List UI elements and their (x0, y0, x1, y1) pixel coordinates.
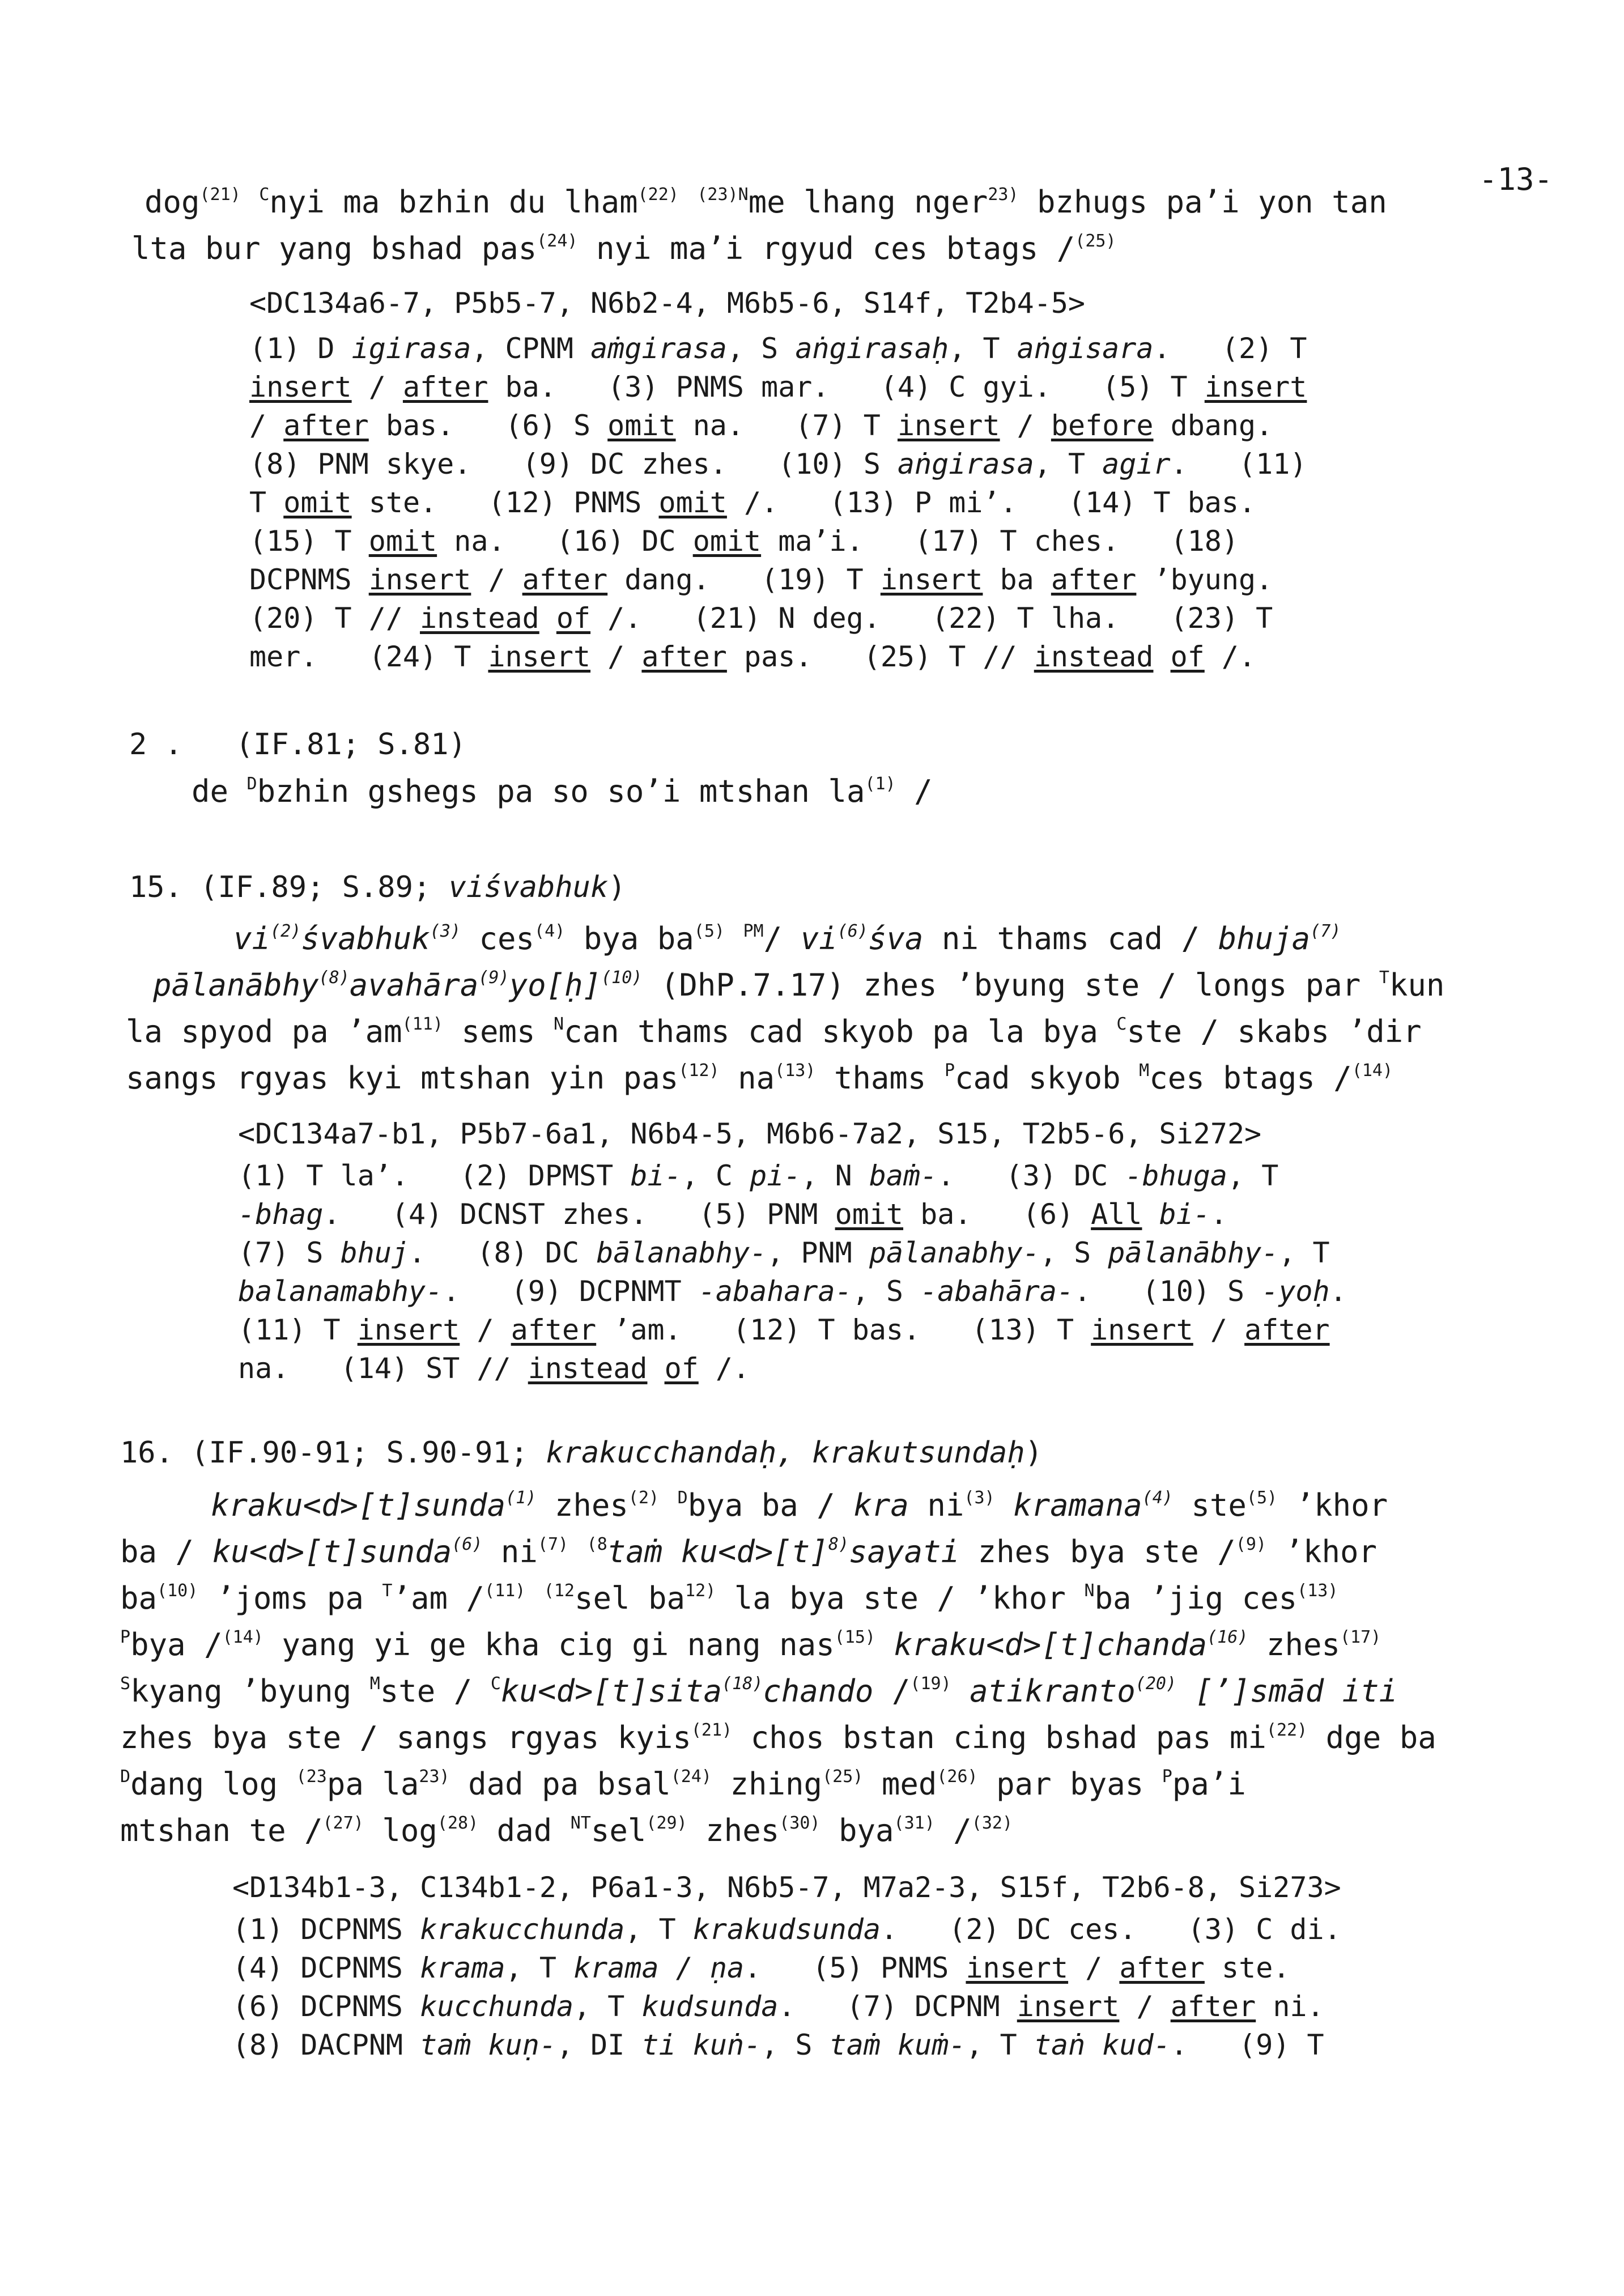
text-line: sangs rgyas kyi mtshan yin pas$^{(12)}$ $na^{(13)}$ thams $^P$cad skyob $^M$ces btags /$^{(14)}$ (126, 1060, 1393, 1096)
note-line: (1) D igirasa, CPNM aṁgirasa, S aṅgirasaḥ, T aṅgisara. (2) T (249, 332, 1307, 365)
sources-line: <DC134a7-b1, P5b7-6a1, N6b4-5, M6b6-7a2, S15, T2b5-6, Si272> (238, 1117, 1262, 1150)
text-line: dog$^{(21)}$ $^C$nyi ma bzhin du lham$^{(22)}$ $^{(23)N}$me lhang nger$^{23)}$ bzhugs pa’i yon tan (144, 184, 1387, 220)
note-line: (15) T omit na. (16) DC omit ma’i. (17) T ches. (18) (249, 525, 1239, 558)
text-line: la spyod pa $’am^{(11)}$ sems $^N$can thams cad skyob pa la bya $^C$ste / skabs ’dir (126, 1014, 1422, 1049)
text-line: $vi^{(2)}śvabhuk^{(3)}$ ces$^{(4)}$ bya $ba^{(5)}$ $^{PM}$/ $vi^{(6)}śva$ ni thams cad / bhuja$^{(7)}$ (233, 921, 1341, 956)
note-line: (11) T insert / after ’am. (12) T bas. (13) T insert / after (238, 1313, 1330, 1346)
text-line: $ba^{(10)}$ ’joms pa $^T$’am /$^{(11)}$ $^{(12}$sel $ba^{12)}$ la bya ste / ’khor $^N$ba ’jig ces$^{(13)}$ (120, 1580, 1338, 1616)
note-line: (1) DCPNMS krakucchunda, T krakudsunda. (2) DC ces. (3) C di. (232, 1913, 1341, 1946)
text-line: zhes bya ste / sangs rgyas kyis$^{(21)}$ chos bstan cing bshad pas $mi^{(22)}$ dge ba (120, 1720, 1436, 1755)
sources-line: <DC134a6-7, P5b5-7, N6b2-4, M6b5-6, S14f, T2b4-5> (249, 287, 1086, 320)
note-line: insert / after ba. (3) PNMS mar. (4) C gyi. (5) T insert (249, 371, 1307, 403)
note-line: (8) DACPNM taṁ kuṇ-, DI ti kuṅ-, S taṁ kuṁ-, T taṅ kud-. (9) T (232, 2029, 1324, 2061)
sources-line: <D134b1-3, C134b1-2, P6a1-3, N6b5-7, M7a2-3, S15f, T2b6-8, Si273> (232, 1871, 1341, 1904)
note-line: (7) S bhuj. (8) DC bālanabhy-, PNM pālanabhy-, S pālanābhy-, T (238, 1236, 1330, 1269)
note-line: (20) T // instead of /. (21) N deg. (22) T lha. (23) T (249, 602, 1273, 635)
entry-heading: 15. (IF.89; S.89; viśvabhuk) (129, 870, 626, 904)
note-line: T omit ste. (12) PNMS omit /. (13) P mi’. (14) T bas. (249, 486, 1256, 519)
note-line: mer. (24) T insert / after pas. (25) T // instead of /. (249, 640, 1256, 673)
note-line: (8) PNM skye. (9) DC zhes. (10) S aṅgirasa, T agir. (11) (249, 448, 1307, 481)
note-line: balanamabhy-. (9) DCPNMT -abahara-, S -abahāra-. (10) S -yoḥ. (238, 1275, 1347, 1308)
note-line: (6) DCPNMS kucchunda, T kudsunda. (7) DCPNM insert / after ni. (232, 1990, 1324, 2023)
note-line: (1) T la’. (2) DPMST bi-, C pi-, N baṁ-. (3) DC -bhuga, T (238, 1159, 1279, 1192)
note-line: na. (14) ST // instead of /. (238, 1352, 750, 1385)
text-line: $^P$bya /$^{(14)}$ yang yi ge kha cig gi nang nas$^{(15)}$ kraku<d>[t]chanda$^{(16)}$ zhes$^{(17)}$ (120, 1627, 1381, 1663)
note-line: / after bas. (6) S omit na. (7) T insert / before dbang. (249, 409, 1273, 442)
text-line: pālanābhy$^{(8)}$avahāra$^{(9)}$yo[ḥ]$^{(10)}$ (DhP.7.17) zhes ’byung ste / longs par $^T$kun (153, 967, 1445, 1003)
entry-heading: 16. (IF.90-91; S.90-91; krakucchandaḥ, krakutsundaḥ) (120, 1436, 1043, 1470)
text-line: kraku<d>[t]sunda$^{(1)}$ zhes$^{(2)}$ $^D$bya ba / kra $ni^{(3)}$ kramana$^{(4)}$ ste$^{(5)}$ ’khor (211, 1487, 1388, 1523)
note-line: -bhag. (4) DCNST zhes. (5) PNM omit ba. (6) All bi-. (238, 1198, 1227, 1231)
text-line: mtshan te /$^{(27)}$ $\log^{(28)}$ dad $^{NT}$sel$^{(29)}$ zhes$^{(30)}$ bya$^{(31)}$ /$^{(32)}$ (120, 1813, 1013, 1848)
text-line: ba / ku<d>[t]sunda$^{(6)}$ $ni^{(7)}$ $^{(8}$taṁ $ku<d>[t]^{8)}sayati$ zhes bya ste /$^{(9)}$ ’khor (120, 1534, 1378, 1570)
note-line: DCPNMS insert / after dang. (19) T insert ba after ’byung. (249, 563, 1273, 596)
text-line: $^D$dang log $^{(23}$pa $la^{23)}$ dad pa bsal$^{(24)}$ zhing$^{(25)}$ med$^{(26)}$ par byas $^P$pa’i (120, 1766, 1246, 1802)
text-line: de $^D$bzhin gshegs pa so so’i mtshan $la^{(1)}$ / (192, 773, 933, 809)
page-number: -13- (1479, 161, 1553, 197)
entry-heading: 2 . (IF.81; S.81) (129, 728, 466, 762)
text-line: $^S$kyang ’byung $^M$ste / $^C$ku<d>[t]sita$^{(18)}$chando /$^{(19)}$ atikranto$^{(20)}$ [’]smād iti (120, 1673, 1398, 1709)
note-line: (4) DCPNMS krama, T krama / ṇa. (5) PNMS insert / after ste. (232, 1951, 1290, 1984)
text-line: lta bur yang bshad pas$^{(24)}$ nyi ma’i rgyud ces btags /$^{(25)}$ (131, 231, 1116, 266)
